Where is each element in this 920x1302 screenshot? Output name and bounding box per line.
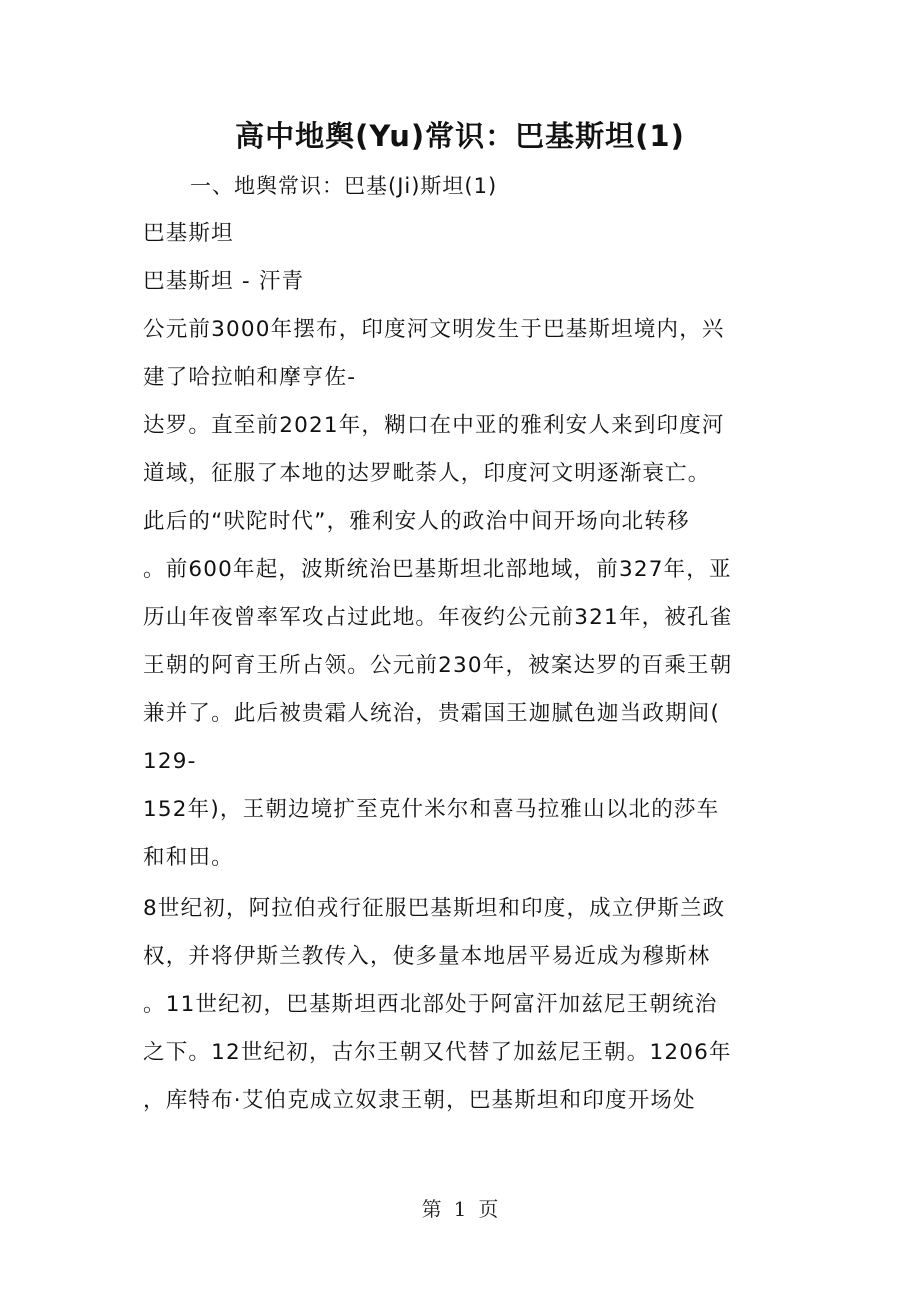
document-title: 高中地舆(Yu)常识：巴基斯坦(1) xyxy=(235,119,685,153)
text-line: 历山年夜曾率军攻占过此地。年夜约公元前321年，被孔雀 xyxy=(143,605,733,630)
text-line: 达罗。直至前2021年，糊口在中亚的雅利安人来到印度河 xyxy=(143,413,725,438)
page-number: 1 xyxy=(453,1197,467,1221)
page-label-prefix: 第 xyxy=(421,1197,442,1221)
section-heading: 一、地舆常识：巴基(Ji)斯坦(1) xyxy=(190,174,498,198)
text-line: 之下。12世纪初，古尔王朝又代替了加兹尼王朝。1206年 xyxy=(143,1040,732,1065)
page-footer xyxy=(0,1194,920,1224)
text-line: 此后的“吠陀时代”，雅利安人的政治中间开场向北转移 xyxy=(143,509,690,534)
text-line: ，库特布·艾伯克成立奴隶王朝，巴基斯坦和印度开场处 xyxy=(143,1088,696,1113)
text-line: 巴基斯坦 - 汗青 xyxy=(143,269,305,294)
text-line: 建了哈拉帕和摩亨佐- xyxy=(143,365,357,390)
text-line: 152年)，王朝边境扩至克什米尔和喜马拉雅山以北的莎车 xyxy=(143,797,720,822)
text-line: 129- xyxy=(143,749,197,774)
text-line: 和和田。 xyxy=(143,845,234,870)
text-line: 8世纪初，阿拉伯戎行征服巴基斯坦和印度，成立伊斯兰政 xyxy=(143,896,726,921)
text-line: 权，并将伊斯兰教传入，使多量本地居平易近成为穆斯林 xyxy=(143,944,711,969)
text-line: 公元前3000年摆布，印度河文明发生于巴基斯坦境内，兴 xyxy=(143,317,725,342)
text-line: 巴基斯坦 xyxy=(143,221,234,246)
text-line: 王朝的阿育王所占领。公元前230年，被案达罗的百乘王朝 xyxy=(143,653,733,678)
text-line: 。11世纪初，巴基斯坦西北部处于阿富汗加兹尼王朝统治 xyxy=(143,992,718,1017)
text-line: 。前600年起，波斯统治巴基斯坦北部地域，前327年，亚 xyxy=(143,557,732,582)
page-label-suffix: 页 xyxy=(478,1197,499,1221)
text-line: 兼并了。此后被贵霜人统治，贵霜国王迦腻色迦当政期间( xyxy=(143,701,721,726)
text-line: 道域，征服了本地的达罗毗荼人，印度河文明逐渐衰亡。 xyxy=(143,461,711,486)
